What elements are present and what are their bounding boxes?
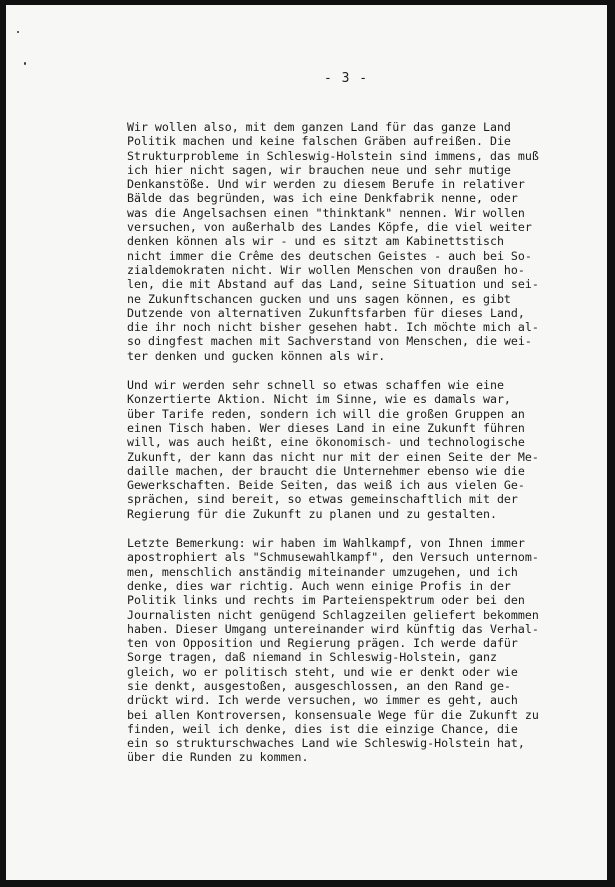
text-line: so dingfest machen mit Sachverstand von Menschen, die wei- xyxy=(127,334,532,349)
text-line: will, was auch heißt, eine ökonomisch- und technologische xyxy=(127,435,525,450)
text-line: Zukunft, der kann das nicht nur mit der einen Seite der Me- xyxy=(127,449,539,464)
text-line: men, menschlich anständig miteinander umzugehen, und ich xyxy=(127,564,518,579)
text-line: versuchen, von außerhalb des Landes Köpfe, die viel weiter xyxy=(127,220,532,235)
body-text xyxy=(127,120,597,780)
text-line: Wir wollen also, mit dem ganzen Land für das ganze Land xyxy=(127,120,511,134)
page-number: - 3 - xyxy=(324,71,369,86)
text-line: zialdemokraten nicht. Wir wollen Menschen von draußen ho- xyxy=(127,262,525,277)
text-line: drückt wird. Ich werde versuchen, wo immer es geht, auch xyxy=(127,693,518,708)
text-line: Dutzende von alternativen Zukunftsfarben für dieses Land, xyxy=(127,305,525,320)
text-line: einen Tisch haben. Wer dieses Land in eine Zukunft führen xyxy=(127,420,525,435)
text-line: nicht immer die Crême des deutschen Geistes - auch bei So- xyxy=(127,248,532,263)
text-line: sie denkt, ausgestoßen, ausgeschlossen, an den Rand ge- xyxy=(127,678,511,693)
text-line: ein so strukturschwaches Land wie Schleswig-Holstein hat, xyxy=(127,736,525,751)
text-line: daille machen, der braucht die Unternehmer ebenso wie die xyxy=(127,463,525,478)
text-line: haben. Dieser Umgang untereinander wird künftig das Verhal- xyxy=(127,621,539,636)
paragraph xyxy=(127,378,597,521)
text-line: Denkanstöße. Und wir werden zu diesem Berufe in relativer xyxy=(127,177,525,192)
text-line: gleich, wo er politisch steht, und wie er denkt oder wie xyxy=(127,664,518,679)
text-line: Politik machen und keine falschen Gräben aufreißen. Die xyxy=(127,134,511,149)
text-line: bei allen Kontroversen, konsensuale Wege für die Zukunft zu xyxy=(127,707,539,722)
text-line: was die Angelsachsen einen "thinktank" nennen. Wir wollen xyxy=(127,205,525,220)
text-line: Politik links und rechts im Parteienspektrum oder bei den xyxy=(127,593,525,608)
document-page xyxy=(6,5,607,880)
text-line: über die Runden zu kommen. xyxy=(127,750,309,765)
paragraph xyxy=(127,536,597,765)
text-line: Regierung für die Zukunft zu planen und zu gestalten. xyxy=(127,506,497,521)
text-line: Sorge tragen, daß niemand in Schleswig-Holstein, ganz xyxy=(127,650,497,665)
text-line: über Tarife reden, sondern ich will die großen Gruppen an xyxy=(127,406,525,421)
text-line: finden, weil ich denke, dies ist die einzige Chance, die xyxy=(127,721,518,736)
text-line: die ihr noch nicht bisher gesehen habt. Ich möchte mich al- xyxy=(127,320,539,335)
text-line: ich hier nicht sagen, wir brauchen neue und sehr mutige xyxy=(127,162,511,177)
text-line: ten von Opposition und Regierung prägen. Ich werde dafür xyxy=(127,636,518,651)
scan-speck xyxy=(24,62,26,65)
text-line: denke, dies war richtig. Auch wenn einige Profis in der xyxy=(127,578,511,593)
text-line: ne Zukunftschancen gucken und uns sagen können, es gibt xyxy=(127,291,511,306)
text-line: Journalisten nicht genügend Schlagzeilen geliefert bekommen xyxy=(127,607,539,622)
text-line: Gewerkschaften. Beide Seiten, das weiß ich aus vielen Ge- xyxy=(127,478,525,493)
text-line: Bälde das begründen, was ich eine Denkfabrik nenne, oder xyxy=(127,191,518,206)
text-line: Letzte Bemerkung: wir haben im Wahlkampf, von Ihnen immer xyxy=(127,536,525,551)
text-line: ter denken und gucken können als wir. xyxy=(127,348,386,363)
text-line: denken können als wir - und es sitzt am Kabinettstisch xyxy=(127,234,504,249)
text-line: Und wir werden sehr schnell so etwas schaffen wie eine xyxy=(127,378,504,393)
paragraph xyxy=(127,120,597,363)
scan-speck xyxy=(17,31,19,33)
text-line: sprächen, sind bereit, so etwas gemeinschaftlich mit der xyxy=(127,492,518,507)
text-line: Strukturprobleme in Schleswig-Holstein sind immens, das muß xyxy=(127,148,539,163)
text-line: apostrophiert als "Schmusewahlkampf", den Versuch unternom- xyxy=(127,550,539,565)
text-line: len, die mit Abstand auf das Land, seine Situation und sei- xyxy=(127,277,539,292)
text-line: Konzertierte Aktion. Nicht im Sinne, wie es damals war, xyxy=(127,392,511,407)
